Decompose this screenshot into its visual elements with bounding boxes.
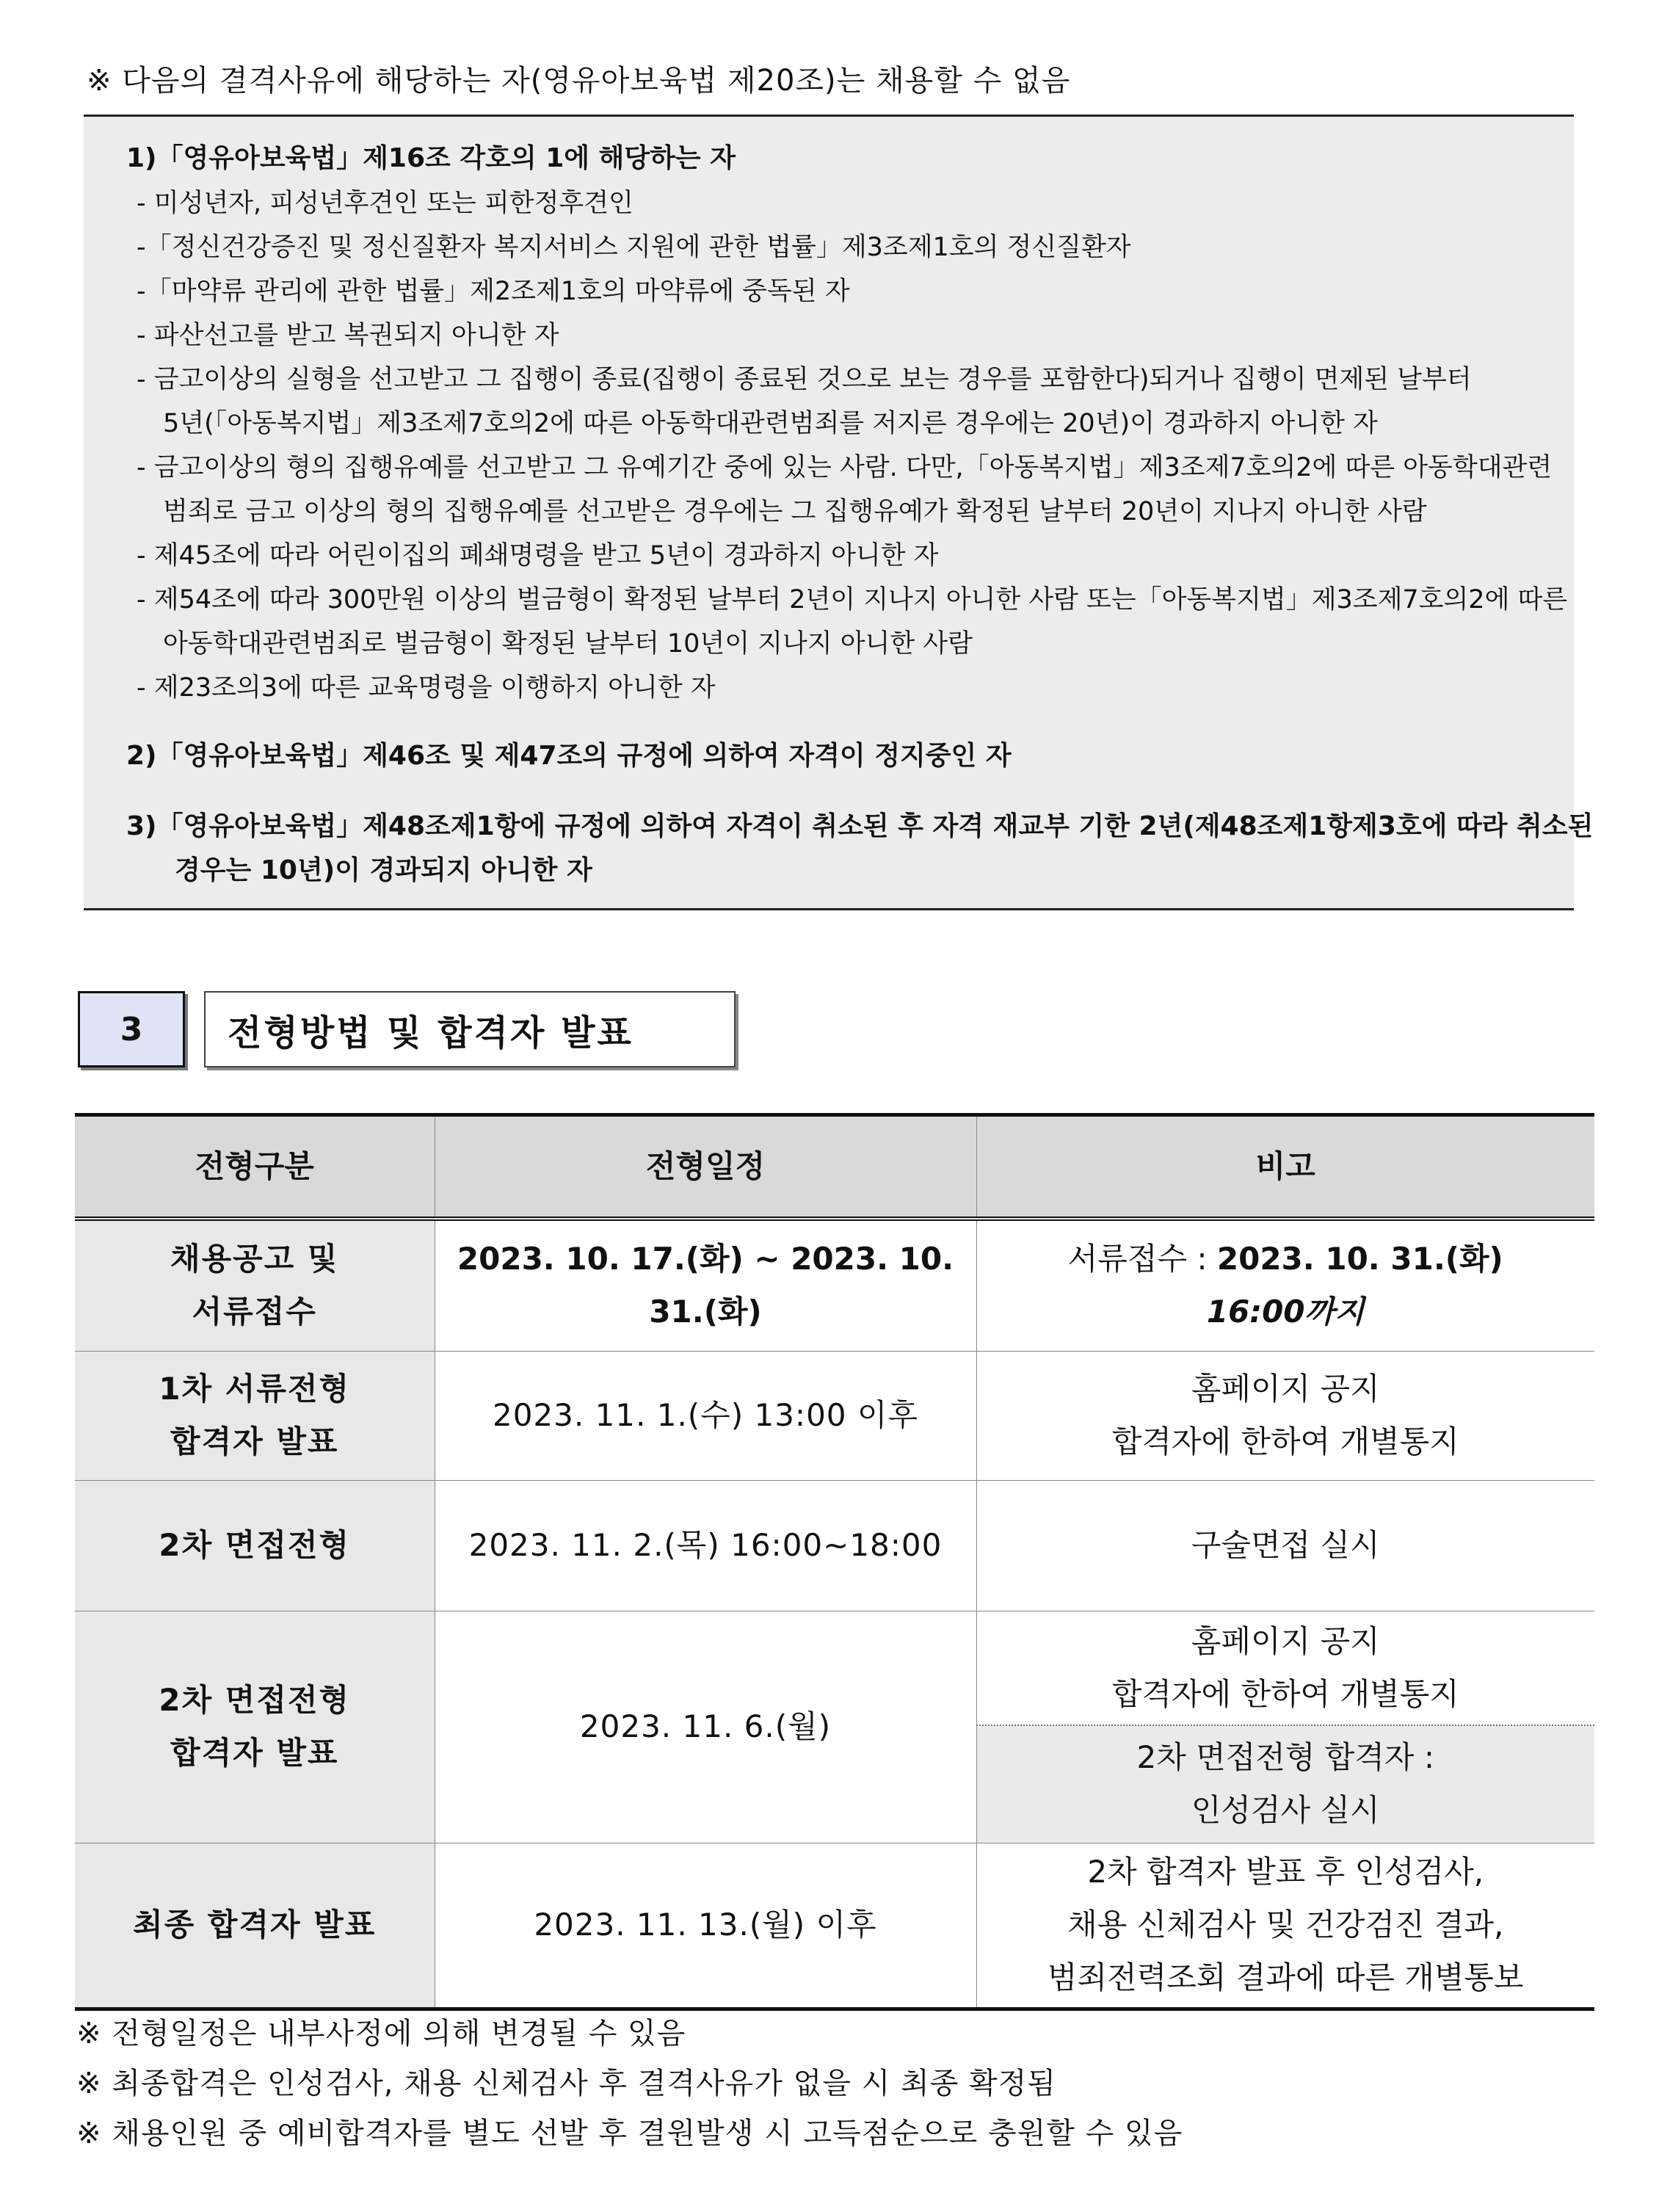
disq-item: - 파산선고를 받고 복권되지 아니한 자 — [137, 321, 559, 350]
schedule-table — [75, 1113, 1594, 2011]
disq-heading-1: 1)「영유아보육법」제16조 각호의 1에 해당하는 자 — [126, 143, 736, 173]
footnote: ※ 전형일정은 내부사정에 의해 변경될 수 있음 — [76, 2017, 686, 2050]
column-header: 전형일정 — [435, 1115, 976, 1219]
note-cell-shaded — [976, 1725, 1594, 1843]
note-cell — [976, 1351, 1594, 1480]
stage-cell — [75, 1351, 435, 1480]
disq-item: - 금고이상의 실형을 선고받고 그 집행이 종료(집행이 종료된 것으로 보는 경우를 포함한다)되거나 집행이 면제된 날부터 — [137, 365, 1472, 394]
table-row — [75, 1351, 1594, 1480]
stage-label: 합격자 발표 — [170, 1735, 339, 1771]
disq-item-continued: 범죄로 금고 이상의 형의 집행유예를 선고받은 경우에는 그 집행유예가 확정된 날부터 20년이 지나지 아니한 사람 — [163, 497, 1427, 526]
stage-cell: 최종 합격자 발표 — [75, 1843, 435, 2009]
disq-item: - 제54조에 따라 300만원 이상의 벌금형이 확정된 날부터 2년이 지나지 아니한 사람 또는「아동복지법」제3조제7호의2에 따른 — [137, 585, 1568, 614]
stage-label: 1차 서류전형 — [159, 1371, 351, 1407]
note-line: 2차 합격자 발표 후 인성검사, — [1087, 1854, 1484, 1890]
table-row — [75, 1219, 1594, 1351]
disq-item: -「마약류 관리에 관한 법률」제2조제1호의 마약류에 중독된 자 — [137, 277, 850, 306]
date-cell: 2023. 10. 17.(화) ~ 2023. 10. 31.(화) — [435, 1219, 976, 1351]
disq-item-continued: 5년(「아동복지법」제3조제7호의2에 따른 아동학대관련범죄를 저지른 경우에는 20년)이 경과하지 아니한 자 — [163, 409, 1378, 438]
note-cell — [976, 1843, 1594, 2009]
deadline-date: 2023. 10. 31.(화) — [1216, 1241, 1503, 1277]
stage-cell — [75, 1611, 435, 1843]
note-line: 범죄전력조회 결과에 따른 개별통보 — [1047, 1959, 1524, 1995]
note-line: 2차 면접전형 합격자 : — [1136, 1739, 1434, 1776]
table-header-row — [75, 1115, 1594, 1219]
disqualification-note: ※ 다음의 결격사유에 해당하는 자(영유아보육법 제20조)는 채용할 수 없음 — [87, 64, 1071, 98]
stage-cell: 2차 면접전형 — [75, 1480, 435, 1611]
deadline-time: 16:00까지 — [1206, 1294, 1365, 1330]
disq-item: - 제23조의3에 따른 교육명령을 이행하지 아니한 자 — [137, 673, 716, 703]
disq-item: - 제45조에 따라 어린이집의 폐쇄명령을 받고 5년이 경과하지 아니한 자 — [137, 541, 939, 570]
footnote: ※ 채용인원 중 예비합격자를 별도 선발 후 결원발생 시 고득점순으로 충원할 수 있음 — [76, 2117, 1183, 2150]
disqualification-box — [84, 115, 1594, 910]
stage-label: 2차 면접전형 — [159, 1682, 351, 1718]
note-line: 합격자에 한하여 개별통지 — [1111, 1424, 1459, 1459]
note-cell — [976, 1611, 1594, 1725]
note-line — [984, 1233, 1588, 1286]
footnote: ※ 최종합격은 인성검사, 채용 신체검사 후 결격사유가 없을 시 최종 확정됨 — [76, 2067, 1056, 2100]
note-line: 홈페이지 공지 — [1191, 1622, 1380, 1659]
note-cell — [976, 1219, 1594, 1351]
disq-heading-3: 3)「영유아보육법」제48조제1항에 규정에 의하여 자격이 취소된 후 자격 재교부 기한 2년(제48조제1항제3호에 따라 취소된 — [126, 811, 1594, 841]
note-line: 채용 신체검사 및 건강검진 결과, — [1067, 1907, 1504, 1943]
disq-item: -「정신건강증진 및 정신질환자 복지서비스 지원에 관한 법률」제3조제1호의 정신질환자 — [137, 233, 1131, 262]
table-row — [75, 1843, 1594, 2009]
column-header: 비고 — [976, 1115, 1594, 1219]
note-line: 홈페이지 공지 — [1191, 1371, 1380, 1407]
stage-cell — [75, 1219, 435, 1351]
note-cell: 구술면접 실시 — [976, 1480, 1594, 1611]
disq-item: - 금고이상의 형의 집행유예를 선고받고 그 유예기간 중에 있는 사람. 다만,「아동복지법」제3조제7호의2에 따른 아동학대관련 — [137, 453, 1553, 482]
disq-heading-2: 2)「영유아보육법」제46조 및 제47조의 규정에 의하여 자격이 정지중인 자 — [126, 741, 1012, 771]
section-title: 전형방법 및 합격자 발표 — [204, 991, 736, 1067]
stage-label: 채용공고 및 — [170, 1241, 339, 1277]
section-number: 3 — [78, 991, 185, 1067]
stage-label: 서류접수 — [192, 1294, 317, 1330]
disq-item: - 미성년자, 피성년후견인 또는 피한정후견인 — [137, 189, 634, 218]
note-text: 서류접수 : — [1067, 1241, 1217, 1277]
date-cell: 2023. 11. 13.(월) 이후 — [435, 1843, 976, 2009]
disq-heading-3-continued: 경우는 10년)이 경과되지 아니한 자 — [175, 855, 592, 885]
table-row — [75, 1611, 1594, 1725]
date-cell: 2023. 11. 2.(목) 16:00~18:00 — [435, 1480, 976, 1611]
disq-item-continued: 아동학대관련범죄로 벌금형이 확정된 날부터 10년이 지나지 아니한 사람 — [163, 629, 973, 659]
note-line: 합격자에 한하여 개별통지 — [1111, 1675, 1459, 1712]
column-header: 전형구분 — [75, 1115, 435, 1219]
date-cell: 2023. 11. 6.(월) — [435, 1611, 976, 1843]
stage-label: 합격자 발표 — [170, 1424, 339, 1459]
note-line: 인성검사 실시 — [1191, 1792, 1380, 1829]
table-row — [75, 1480, 1594, 1611]
date-cell: 2023. 11. 1.(수) 13:00 이후 — [435, 1351, 976, 1480]
